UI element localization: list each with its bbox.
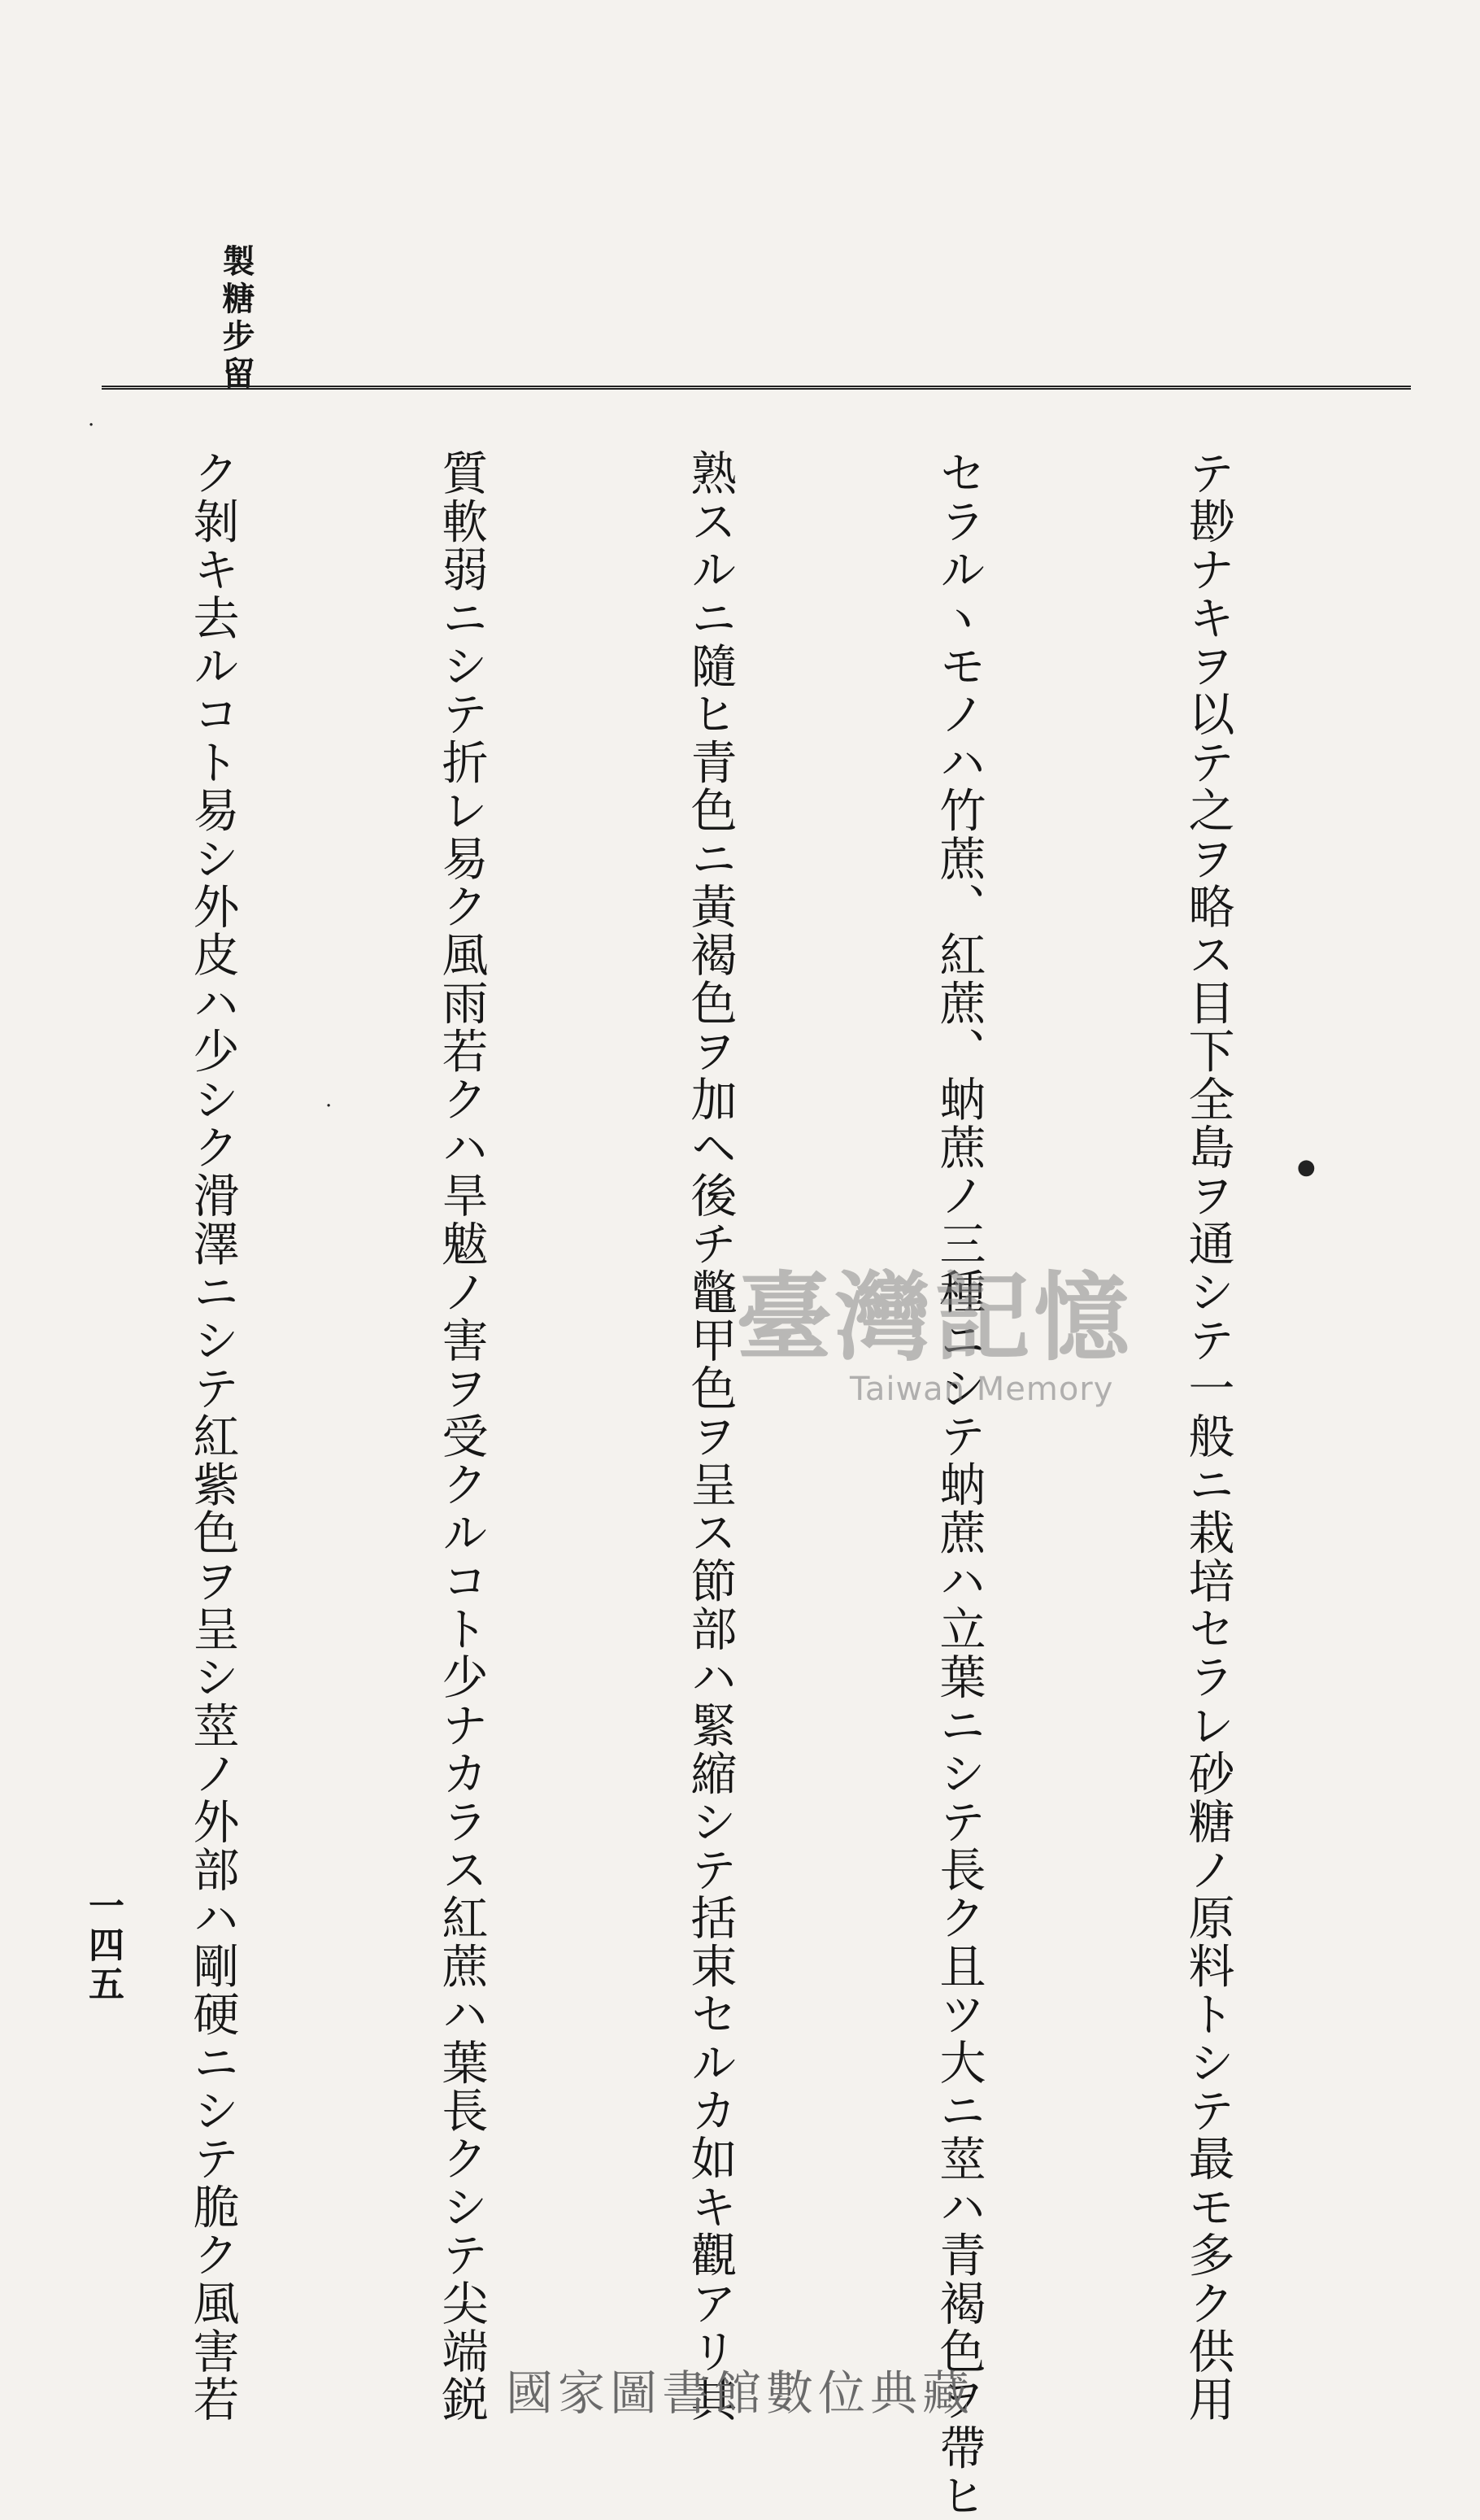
text-column xyxy=(0,449,5,2279)
page-number: 一四五 xyxy=(82,1887,124,2004)
scan-speck: · xyxy=(88,413,95,438)
header-rule xyxy=(102,386,1411,390)
watermark xyxy=(736,1261,1208,1428)
text-column: テ尠ナキヲ以テ之ヲ略ス目下全島ヲ通シテ一般ニ栽培セラレ砂糖ノ原料トシテ最モ多ク供用 xyxy=(1181,449,1234,2424)
text-column: ク剝キ去ルコト易シ外皮ハ少シク滑澤ニシテ紅紫色ヲ呈シ莖ノ外部ハ剛硬ニシテ脆ク風害若 xyxy=(185,449,239,2424)
running-title: 製糖步留 xyxy=(217,244,255,394)
text-column: セラルヽモノハ竹蔗、紅蔗、蚋蔗ノ三種ニシテ蚋蔗ハ立葉ニシテ長ク且ツ大ニ莖ハ青褐色ヲ帶ヒ xyxy=(932,449,986,2520)
archive-footer: 國家圖書館數位典藏 xyxy=(505,2365,974,2421)
text-column: 熟スルニ隨ヒ青色ニ黃褐色ヲ加ヘ後チ鼈甲色ヲ呈ス節部ハ緊縮シテ括束セルカ如キ觀アリ其 xyxy=(683,449,737,2424)
text-column: 質軟弱ニシテ折レ易ク風雨若クハ旱魃ノ害ヲ受クルコト少ナカラス紅蔗ハ葉長クシテ尖端鋭 xyxy=(434,449,488,2424)
watermark-chinese: 臺灣記憶 xyxy=(736,1261,1134,1374)
watermark-english: Taiwan Memory xyxy=(850,1371,1114,1408)
scan-speck: ● xyxy=(1297,1155,1316,1179)
scan-speck: · xyxy=(325,1094,333,1118)
